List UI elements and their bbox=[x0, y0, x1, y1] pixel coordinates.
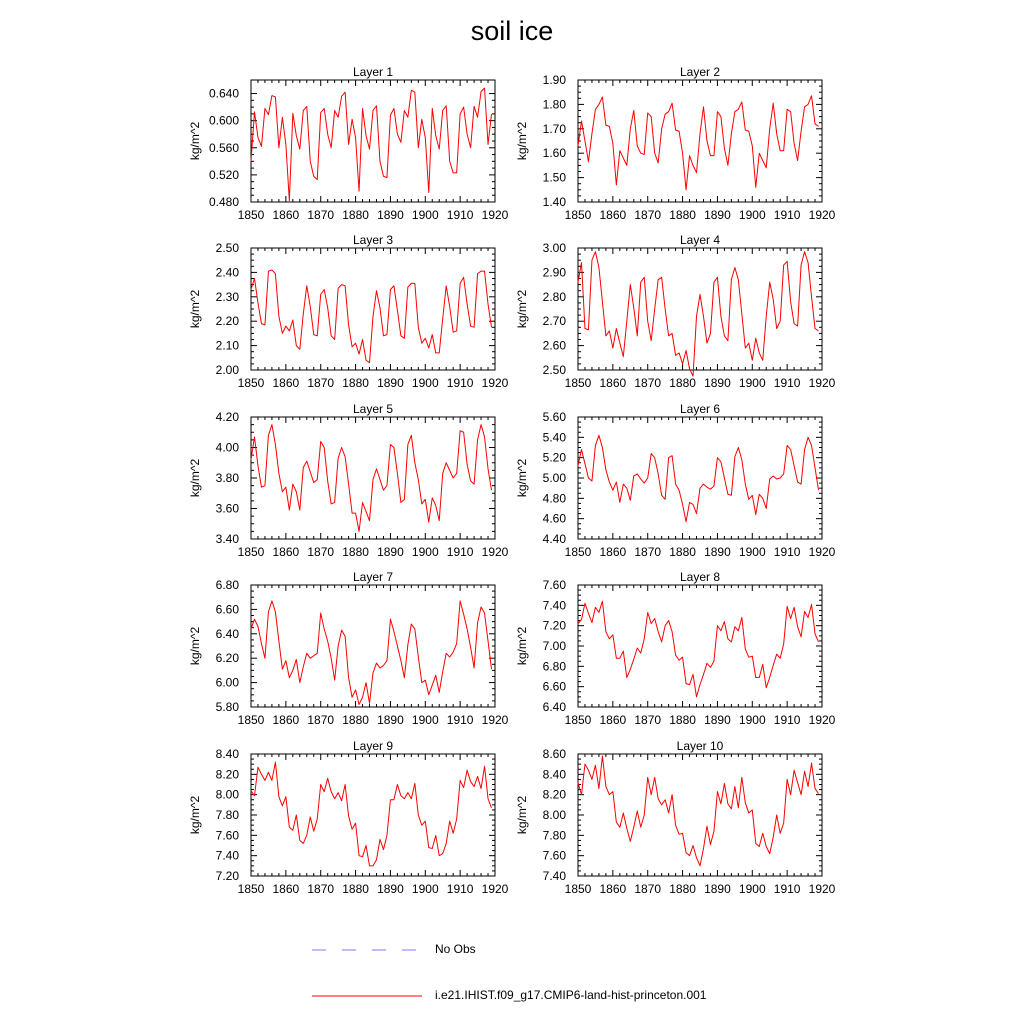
y-tick-label: 4.40 bbox=[542, 532, 566, 546]
panel-layer-4 bbox=[515, 233, 836, 390]
plot-frame bbox=[578, 80, 822, 202]
x-tick-label: 1890 bbox=[377, 208, 404, 222]
y-tick-label: 4.20 bbox=[215, 410, 239, 424]
x-tick-label: 1880 bbox=[669, 545, 696, 559]
x-tick-label: 1890 bbox=[377, 376, 404, 390]
y-tick-label: 2.00 bbox=[215, 363, 239, 377]
x-tick-label: 1910 bbox=[773, 376, 801, 390]
x-tick-label: 1880 bbox=[669, 882, 696, 896]
x-tick-label: 1860 bbox=[599, 882, 627, 896]
y-tick-label: 2.20 bbox=[215, 314, 239, 329]
x-tick-label: 1880 bbox=[342, 208, 369, 222]
legend-no-obs-label: No Obs bbox=[435, 942, 476, 956]
x-tick-label: 1850 bbox=[564, 713, 592, 727]
x-tick-label: 1850 bbox=[237, 208, 265, 222]
x-tick-label: 1880 bbox=[669, 208, 696, 222]
y-tick-label: 5.80 bbox=[215, 700, 239, 714]
panel-layer-3 bbox=[188, 233, 509, 390]
x-tick-label: 1870 bbox=[634, 376, 662, 390]
y-tick-label: 0.480 bbox=[208, 195, 239, 209]
x-tick-label: 1870 bbox=[634, 208, 662, 222]
y-tick-label: 0.560 bbox=[208, 140, 239, 155]
x-tick-label: 1860 bbox=[599, 208, 627, 222]
panel-title: Layer 3 bbox=[352, 233, 394, 247]
y-tick-label: 1.80 bbox=[542, 97, 566, 112]
y-tick-label: 7.40 bbox=[215, 848, 239, 863]
y-tick-label: 1.90 bbox=[542, 73, 566, 87]
panel-title: Layer 8 bbox=[679, 570, 721, 584]
y-tick-label: 6.40 bbox=[215, 626, 239, 641]
plot-frame bbox=[578, 417, 822, 539]
y-tick-label: 2.90 bbox=[542, 265, 566, 280]
legend-model-label: i.e21.IHIST.f09_g17.CMIP6-land-hist-princeton.001 bbox=[435, 988, 707, 1002]
x-tick-label: 1860 bbox=[272, 545, 300, 559]
x-tick-label: 1860 bbox=[272, 208, 300, 222]
x-tick-label: 1880 bbox=[669, 376, 696, 390]
y-tick-label: 0.600 bbox=[208, 113, 239, 128]
series-line bbox=[578, 252, 819, 376]
x-tick-label: 1850 bbox=[564, 545, 592, 559]
x-tick-label: 1920 bbox=[808, 208, 836, 222]
x-tick-label: 1900 bbox=[738, 713, 766, 727]
panel-layer-9 bbox=[188, 739, 509, 896]
panel-title: Layer 4 bbox=[679, 233, 721, 247]
y-tick-label: 2.60 bbox=[542, 338, 566, 353]
panel-title: Layer 9 bbox=[352, 739, 394, 753]
panel-layer-2 bbox=[515, 65, 836, 222]
y-tick-label: 7.60 bbox=[542, 848, 566, 863]
panel-title: Layer 2 bbox=[679, 65, 721, 79]
y-axis-label: kg/m^2 bbox=[515, 795, 529, 835]
panel-layer-5 bbox=[188, 402, 509, 559]
x-tick-label: 1910 bbox=[446, 713, 474, 727]
x-tick-label: 1920 bbox=[481, 882, 509, 896]
y-tick-label: 2.50 bbox=[215, 241, 239, 255]
y-tick-label: 5.40 bbox=[542, 430, 566, 445]
panel-title: Layer 1 bbox=[352, 65, 394, 79]
plot-frame bbox=[578, 248, 822, 370]
panel-layer-1 bbox=[188, 65, 509, 222]
x-tick-label: 1870 bbox=[307, 376, 335, 390]
y-tick-label: 7.60 bbox=[215, 828, 239, 843]
x-tick-label: 1910 bbox=[773, 545, 801, 559]
panel-layer-8 bbox=[515, 570, 836, 727]
x-tick-label: 1850 bbox=[237, 545, 265, 559]
x-tick-label: 1850 bbox=[237, 882, 265, 896]
y-tick-label: 7.60 bbox=[542, 578, 566, 592]
y-tick-label: 1.60 bbox=[542, 146, 566, 161]
x-tick-label: 1890 bbox=[704, 882, 731, 896]
x-tick-label: 1880 bbox=[342, 376, 369, 390]
x-tick-label: 1850 bbox=[564, 376, 592, 390]
y-tick-label: 1.70 bbox=[542, 121, 566, 136]
y-tick-label: 7.20 bbox=[215, 869, 239, 883]
y-tick-label: 2.70 bbox=[542, 314, 566, 329]
y-axis-label: kg/m^2 bbox=[188, 458, 202, 498]
y-tick-label: 8.00 bbox=[542, 808, 566, 822]
y-tick-label: 8.40 bbox=[215, 747, 239, 761]
y-tick-label: 1.50 bbox=[542, 170, 566, 185]
y-tick-label: 8.00 bbox=[215, 787, 239, 802]
y-tick-label: 6.60 bbox=[542, 679, 566, 694]
y-tick-label: 6.00 bbox=[215, 675, 239, 690]
x-tick-label: 1850 bbox=[237, 376, 265, 390]
y-tick-label: 3.00 bbox=[542, 241, 566, 255]
y-axis-label: kg/m^2 bbox=[188, 795, 202, 835]
plot-frame bbox=[578, 754, 822, 876]
x-tick-label: 1860 bbox=[599, 376, 627, 390]
y-axis-label: kg/m^2 bbox=[515, 458, 529, 498]
y-tick-label: 5.00 bbox=[542, 471, 566, 485]
x-tick-label: 1920 bbox=[808, 713, 836, 727]
y-tick-label: 5.20 bbox=[542, 450, 566, 465]
main-title: soil ice bbox=[470, 16, 554, 46]
y-tick-label: 2.40 bbox=[215, 265, 239, 280]
x-tick-label: 1890 bbox=[377, 545, 404, 559]
y-tick-label: 5.60 bbox=[542, 410, 566, 424]
x-tick-label: 1910 bbox=[773, 882, 801, 896]
plot-frame bbox=[251, 585, 495, 707]
y-tick-label: 6.60 bbox=[215, 602, 239, 617]
x-tick-label: 1900 bbox=[411, 208, 439, 222]
y-tick-label: 8.20 bbox=[215, 767, 239, 782]
y-tick-label: 3.40 bbox=[215, 532, 239, 546]
y-axis-label: kg/m^2 bbox=[188, 626, 202, 666]
x-tick-label: 1880 bbox=[342, 882, 369, 896]
series-line bbox=[578, 756, 819, 866]
x-tick-label: 1890 bbox=[377, 713, 404, 727]
panel-title: Layer 7 bbox=[352, 570, 394, 584]
y-tick-label: 0.640 bbox=[208, 86, 239, 101]
y-tick-label: 8.60 bbox=[542, 747, 566, 761]
y-axis-label: kg/m^2 bbox=[188, 289, 202, 329]
x-tick-label: 1860 bbox=[272, 376, 300, 390]
x-tick-label: 1860 bbox=[599, 713, 627, 727]
x-tick-label: 1890 bbox=[704, 208, 731, 222]
x-tick-label: 1870 bbox=[634, 882, 662, 896]
x-tick-label: 1860 bbox=[599, 545, 627, 559]
x-tick-label: 1900 bbox=[738, 545, 766, 559]
y-tick-label: 7.80 bbox=[542, 828, 566, 843]
y-tick-label: 6.20 bbox=[215, 651, 239, 666]
series-line bbox=[578, 435, 819, 521]
y-tick-label: 7.40 bbox=[542, 869, 566, 883]
y-tick-label: 4.00 bbox=[215, 440, 239, 455]
panel-title: Layer 6 bbox=[679, 402, 721, 416]
panel-layer-10 bbox=[515, 739, 836, 896]
x-tick-label: 1900 bbox=[411, 545, 439, 559]
x-tick-label: 1900 bbox=[411, 376, 439, 390]
x-tick-label: 1870 bbox=[307, 713, 335, 727]
series-line bbox=[251, 270, 492, 363]
x-tick-label: 1920 bbox=[481, 713, 509, 727]
y-tick-label: 7.00 bbox=[542, 639, 566, 653]
x-tick-label: 1880 bbox=[342, 545, 369, 559]
x-tick-label: 1910 bbox=[773, 208, 801, 222]
series-line bbox=[251, 762, 492, 866]
x-tick-label: 1910 bbox=[446, 545, 474, 559]
panel-title: Layer 10 bbox=[676, 739, 724, 753]
y-tick-label: 4.80 bbox=[542, 491, 566, 506]
x-tick-label: 1870 bbox=[307, 545, 335, 559]
panel-layer-6 bbox=[515, 402, 836, 559]
x-tick-label: 1900 bbox=[738, 208, 766, 222]
x-tick-label: 1920 bbox=[481, 376, 509, 390]
x-tick-label: 1850 bbox=[564, 882, 592, 896]
series-line bbox=[578, 601, 819, 697]
x-tick-label: 1920 bbox=[481, 208, 509, 222]
y-tick-label: 0.520 bbox=[208, 167, 239, 182]
x-tick-label: 1890 bbox=[377, 882, 404, 896]
y-axis-label: kg/m^2 bbox=[515, 121, 529, 161]
x-tick-label: 1870 bbox=[307, 882, 335, 896]
x-tick-label: 1920 bbox=[808, 376, 836, 390]
x-tick-label: 1910 bbox=[446, 882, 474, 896]
x-tick-label: 1860 bbox=[272, 713, 300, 727]
x-tick-label: 1890 bbox=[704, 545, 731, 559]
y-tick-label: 8.40 bbox=[542, 767, 566, 782]
y-tick-label: 2.10 bbox=[215, 338, 239, 353]
x-tick-label: 1900 bbox=[738, 376, 766, 390]
y-tick-label: 3.80 bbox=[215, 471, 239, 485]
x-tick-label: 1850 bbox=[237, 713, 265, 727]
x-tick-label: 1900 bbox=[411, 882, 439, 896]
x-tick-label: 1880 bbox=[342, 713, 369, 727]
y-axis-label: kg/m^2 bbox=[188, 121, 202, 161]
y-tick-label: 7.20 bbox=[542, 618, 566, 633]
y-tick-label: 2.30 bbox=[215, 289, 239, 304]
series-line bbox=[251, 425, 492, 532]
y-tick-label: 6.80 bbox=[542, 659, 566, 674]
x-tick-label: 1920 bbox=[808, 882, 836, 896]
panel-layer-7 bbox=[188, 570, 509, 727]
y-tick-label: 6.40 bbox=[542, 700, 566, 714]
y-tick-label: 2.80 bbox=[542, 289, 566, 304]
panel-title: Layer 5 bbox=[352, 402, 394, 416]
x-tick-label: 1910 bbox=[446, 376, 474, 390]
x-tick-label: 1920 bbox=[808, 545, 836, 559]
x-tick-label: 1850 bbox=[564, 208, 592, 222]
y-axis-label: kg/m^2 bbox=[515, 626, 529, 666]
series-line bbox=[251, 88, 492, 201]
x-tick-label: 1890 bbox=[704, 713, 731, 727]
x-tick-label: 1870 bbox=[634, 713, 662, 727]
series-line bbox=[578, 96, 819, 190]
x-tick-label: 1900 bbox=[411, 713, 439, 727]
x-tick-label: 1880 bbox=[669, 713, 696, 727]
y-tick-label: 6.80 bbox=[215, 578, 239, 592]
x-tick-label: 1910 bbox=[446, 208, 474, 222]
y-tick-label: 3.60 bbox=[215, 501, 239, 516]
x-tick-label: 1910 bbox=[773, 713, 801, 727]
y-tick-label: 1.40 bbox=[542, 195, 566, 209]
y-tick-label: 2.50 bbox=[542, 363, 566, 377]
x-tick-label: 1860 bbox=[272, 882, 300, 896]
y-tick-label: 7.80 bbox=[215, 808, 239, 822]
x-tick-label: 1890 bbox=[704, 376, 731, 390]
y-tick-label: 4.60 bbox=[542, 511, 566, 526]
y-axis-label: kg/m^2 bbox=[515, 289, 529, 329]
x-tick-label: 1920 bbox=[481, 545, 509, 559]
y-tick-label: 7.40 bbox=[542, 598, 566, 613]
x-tick-label: 1870 bbox=[634, 545, 662, 559]
y-tick-label: 8.20 bbox=[542, 787, 566, 802]
series-line bbox=[251, 601, 492, 705]
x-tick-label: 1870 bbox=[307, 208, 335, 222]
x-tick-label: 1900 bbox=[738, 882, 766, 896]
